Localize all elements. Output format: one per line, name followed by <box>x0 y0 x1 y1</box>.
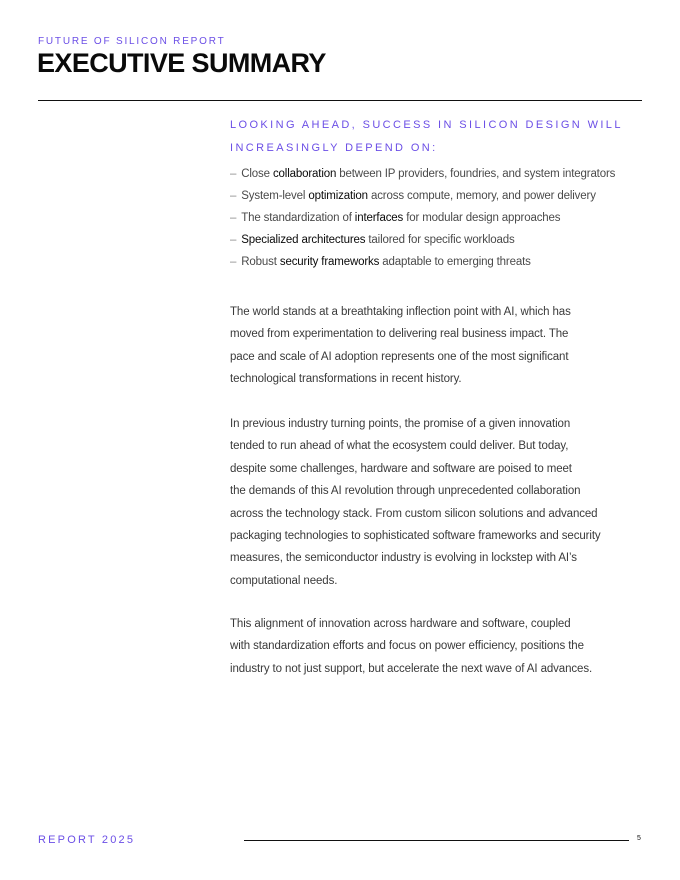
list-item <box>230 229 660 251</box>
paragraph-line: packaging technologies to sophisticated software frameworks and security <box>230 530 601 543</box>
body-paragraph-1 <box>230 301 630 391</box>
list-item-keyword: collaboration <box>272 168 337 180</box>
paragraph-line: The world stands at a breathtaking inflection point with AI, which has <box>230 306 571 318</box>
paragraph-line: technological transformations in recent history. <box>230 373 462 386</box>
dash-marker: – <box>230 256 237 268</box>
footer-report-label: REPORT 2025 <box>38 834 136 846</box>
footer-divider <box>244 840 629 841</box>
page-number: 5 <box>637 835 641 842</box>
list-item-keyword: Specialized architectures <box>241 234 366 246</box>
list-item-keyword: security frameworks <box>279 256 380 268</box>
list-item-text: Close <box>241 168 273 180</box>
page-title: EXECUTIVE SUMMARY <box>37 48 326 78</box>
paragraph-line: pace and scale of AI adoption represents one of the most significant <box>230 350 569 363</box>
dash-marker: – <box>230 234 237 246</box>
dash-marker: – <box>230 168 237 180</box>
paragraph-line: despite some challenges, hardware and software are poised to meet <box>230 462 572 475</box>
paragraph-line: industry to not just support, but accelerate the next wave of AI advances. <box>230 662 593 675</box>
list-item-text: tailored for specific workloads <box>365 234 515 246</box>
lead-statement <box>230 114 630 160</box>
paragraph-line: measures, the semiconductor industry is evolving in lockstep with AI’s <box>230 552 577 565</box>
body-paragraph-2 <box>230 413 630 592</box>
list-item-keyword: interfaces <box>354 212 404 224</box>
header-divider <box>38 100 642 101</box>
dash-marker: – <box>230 212 237 224</box>
list-item-text: System-level <box>241 190 309 202</box>
paragraph-line: moved from experimentation to delivering real business impact. The <box>230 328 569 341</box>
list-item-keyword: optimization <box>308 190 368 202</box>
body-paragraph-3 <box>230 613 630 680</box>
dash-marker: – <box>230 190 237 202</box>
paragraph-line: In previous industry turning points, the promise of a given innovation <box>230 418 571 430</box>
report-kicker: FUTURE OF SILICON REPORT <box>38 36 226 47</box>
list-item-text: The standardization of <box>241 212 355 224</box>
key-factors-list <box>230 163 660 273</box>
paragraph-line: with standardization efforts and focus on power efficiency, positions the <box>230 640 584 653</box>
list-item-text: between IP providers, foundries, and system integrators <box>336 168 616 180</box>
list-item-text: across compute, memory, and power delivery <box>367 190 596 202</box>
paragraph-line: the demands of this AI revolution through unprecedented collaboration <box>230 485 581 498</box>
list-item-text: adaptable to emerging threats <box>379 256 531 268</box>
paragraph-line: This alignment of innovation across hardware and software, coupled <box>230 618 571 630</box>
paragraph-line: across the technology stack. From custom silicon solutions and advanced <box>230 507 598 520</box>
list-item-text: Robust <box>241 256 280 268</box>
list-item <box>230 207 660 229</box>
lead-line: LOOKING AHEAD, SUCCESS IN SILICON DESIGN WILL <box>230 119 623 131</box>
list-item <box>230 251 660 273</box>
paragraph-line: tended to run ahead of what the ecosystem could deliver. But today, <box>230 440 569 453</box>
list-item <box>230 185 660 207</box>
lead-line: INCREASINGLY DEPEND ON: <box>230 142 438 154</box>
list-item <box>230 163 660 185</box>
paragraph-line: computational needs. <box>230 574 338 587</box>
list-item-text: for modular design approaches <box>403 212 561 224</box>
